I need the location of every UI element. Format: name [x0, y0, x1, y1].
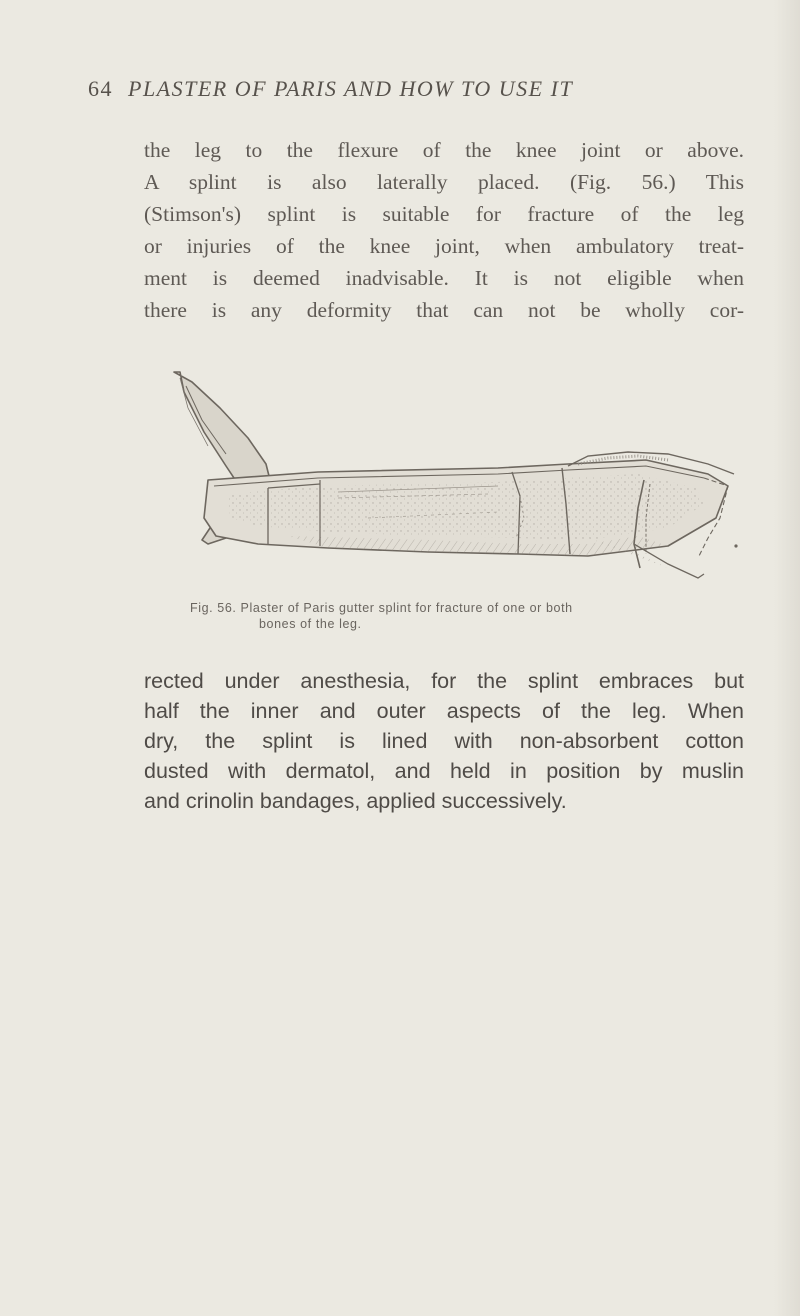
page-number: 64: [88, 76, 113, 101]
text-line: the leg to the flexure of the knee joint or above.: [144, 138, 744, 162]
running-header: [88, 76, 728, 102]
figure-caption: [190, 600, 730, 632]
text-line: rected under anesthesia, for the splint embraces but: [144, 669, 744, 693]
text-line: and crinolin bandages, applied successively.: [144, 789, 567, 813]
text-line: half the inner and outer aspects of the leg. When: [144, 699, 744, 723]
caption-line: Fig. 56. Plaster of Paris gutter splint for fracture of one or both: [190, 601, 573, 615]
splint-illustration: [168, 368, 748, 590]
text-line: there is any deformity that can not be wholly cor-: [144, 298, 744, 322]
text-line: dry, the splint is lined with non-absorbent cotton: [144, 729, 744, 753]
paragraph-bottom: [144, 666, 744, 816]
paragraph-top: [144, 134, 744, 326]
caption-line: bones of the leg.: [259, 617, 362, 631]
page-edge-shadow: [774, 0, 800, 1316]
text-line: ment is deemed inadvisable. It is not eligible when: [144, 266, 744, 290]
text-line: dusted with dermatol, and held in position by muslin: [144, 759, 744, 783]
text-line: or injuries of the knee joint, when ambulatory treat-: [144, 234, 744, 258]
running-title: PLASTER OF PARIS AND HOW TO USE IT: [128, 76, 574, 101]
text-line: (Stimson's) splint is suitable for fracture of the leg: [144, 202, 744, 226]
text-line: A splint is also laterally placed. (Fig. 56.) This: [144, 170, 744, 194]
